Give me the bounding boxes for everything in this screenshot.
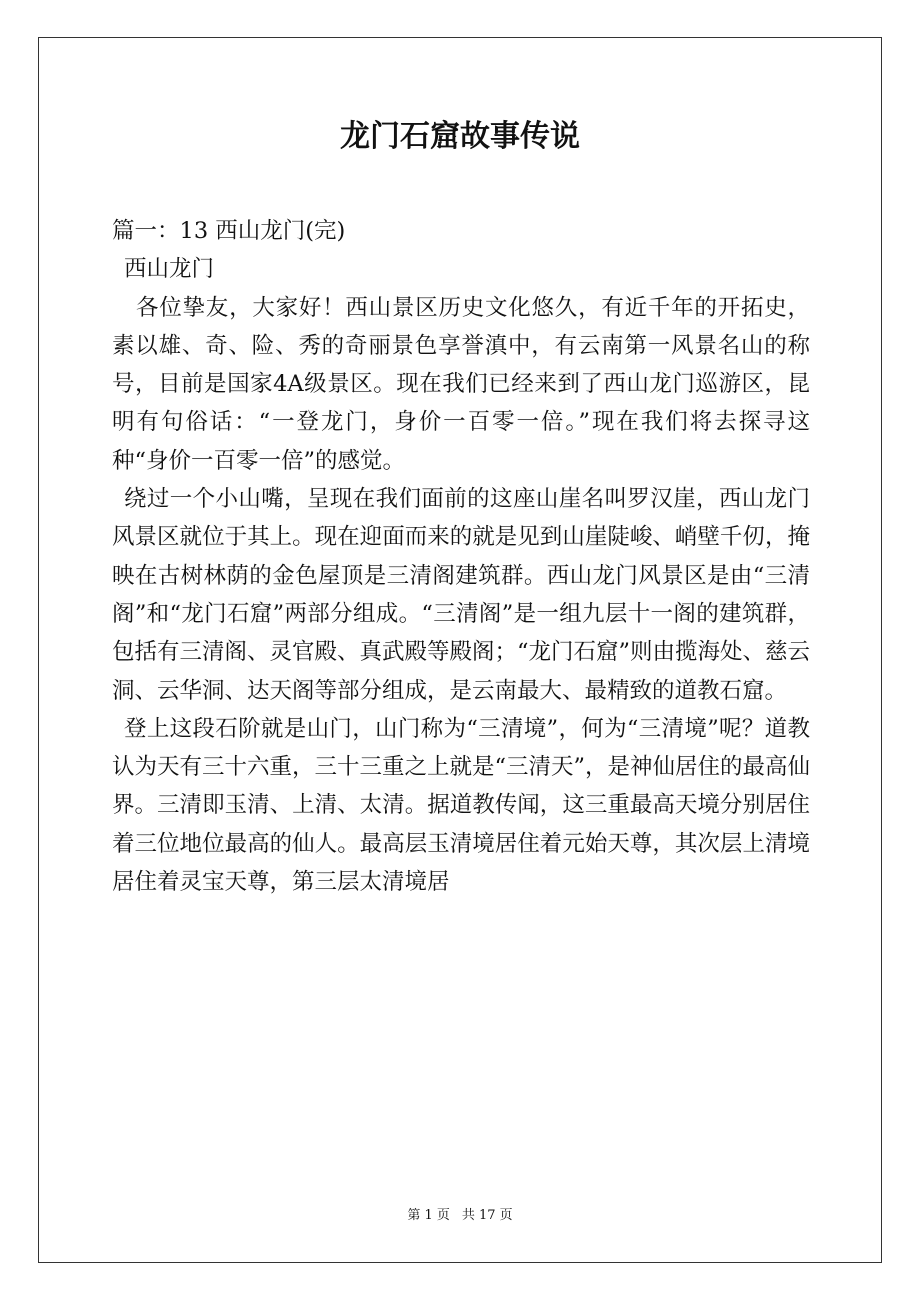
page-total: 共 17 页 xyxy=(461,1208,513,1223)
section-heading: 篇一：13 西山龙门(完) xyxy=(112,218,346,244)
page-number: 第 1 页 xyxy=(407,1208,450,1223)
paragraph: 登上这段石阶就是山门，山门称为“三清境”，何为“三清境”呢？道教认为天有三十六重，三十三重之上就是“三清天”，是神仙居住的最高仙界。三清即玉清、上清、太清。据道教传闻，这三重最高天境分别居住着三位地位最高的仙人。最高层玉清境居住着元始天尊，其次层上清境居住着灵宝天尊，第三层太清境居 xyxy=(112,715,811,896)
paragraph: 各位挚友，大家好！西山景区历史文化悠久，有近千年的开拓史，素以雄、奇、险、秀的奇丽景色享誉滇中，有云南第一风景名山的称号，目前是国家4A级景区。现在我们已经来到了西山龙门巡游区，昆明有句俗话：“一登龙门，身价一百零一倍。”现在我们将去探寻这种“身价一百零一倍”的感觉。 xyxy=(112,294,810,474)
subheading: 西山龙门 xyxy=(124,256,215,283)
document-body xyxy=(112,212,810,901)
page-footer xyxy=(0,1207,920,1225)
document-title: 龙门石窟故事传说 xyxy=(340,119,580,154)
paragraph: 绕过一个小山嘴，呈现在我们面前的这座山崖名叫罗汉崖，西山龙门风景区就位于其上。现在迎面而来的就是见到山崖陡峻、峭壁千仞，掩映在古树林荫的金色屋顶是三清阁建筑群。西山龙门风景区是由“三清阁”和“龙门石窟”两部分组成。“三清阁”是一组九层十一阁的建筑群，包括有三清阁、灵官殿、真武殿等殿阁；“龙门石窟”则由揽海处、慈云洞、云华洞、达天阁等部分组成，是云南最大、最精致的道教石窟。 xyxy=(112,486,811,704)
